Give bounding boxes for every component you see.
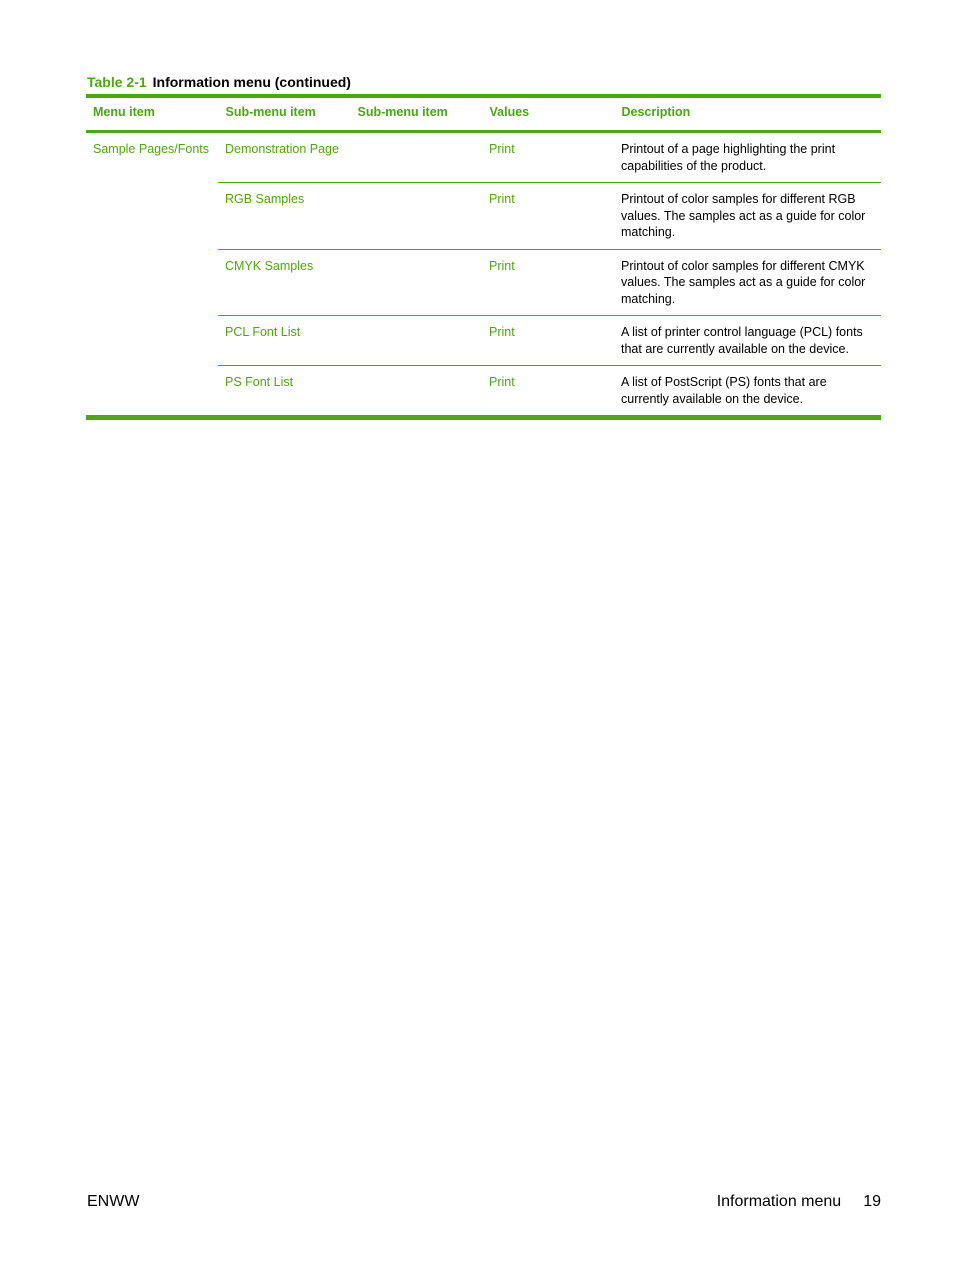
footer-section — [717, 1193, 881, 1211]
description-cell: Printout of color samples for different CMYK values. The samples act as a guide for color matching. — [614, 249, 881, 316]
table-caption-label: Table 2-1 — [87, 74, 147, 90]
description-cell: Printout of color samples for different RGB values. The samples act as a guide for color matching. — [614, 183, 881, 250]
value-cell: Print — [482, 183, 614, 250]
table-header-row — [86, 96, 881, 132]
information-menu-table — [86, 94, 881, 420]
table-row — [86, 132, 881, 183]
value-cell: Print — [482, 366, 614, 416]
description-cell: A list of PostScript (PS) fonts that are currently available on the device. — [614, 366, 881, 416]
value-cell: Print — [482, 249, 614, 316]
footer-enww: ENWW — [87, 1193, 140, 1210]
submenu-cell: RGB Samples — [218, 183, 350, 250]
value-cell: Print — [482, 316, 614, 366]
page-number: 19 — [863, 1193, 881, 1210]
submenu-cell: CMYK Samples — [218, 249, 350, 316]
header-menu-item: Menu item — [86, 96, 218, 132]
submenu2-cell — [350, 316, 482, 366]
footer-section-title: Information menu — [716, 1193, 842, 1210]
submenu-cell: Demonstration Page — [225, 142, 339, 156]
header-values: Values — [482, 96, 614, 132]
submenu2-cell — [350, 183, 482, 250]
submenu-cell: PCL Font List — [218, 316, 350, 366]
table-caption-title: Information menu (continued) — [152, 74, 351, 90]
submenu2-cell — [350, 366, 482, 416]
header-submenu-item: Sub-menu item — [218, 96, 350, 132]
submenu2-cell — [350, 249, 482, 316]
header-submenu-item-2: Sub-menu item — [350, 96, 482, 132]
table-bottom-rule — [86, 415, 881, 420]
submenu-cell: PS Font List — [218, 366, 350, 416]
header-description: Description — [614, 96, 881, 132]
description-cell: Printout of a page highlighting the print capabilities of the product. — [621, 142, 836, 173]
description-cell: A list of printer control language (PCL) fonts that are currently available on the device. — [614, 316, 881, 366]
value-cell: Print — [489, 142, 515, 156]
menu-item-cell: Sample Pages/Fonts — [93, 142, 210, 156]
table-caption — [87, 74, 351, 90]
submenu2-cell — [350, 132, 482, 183]
